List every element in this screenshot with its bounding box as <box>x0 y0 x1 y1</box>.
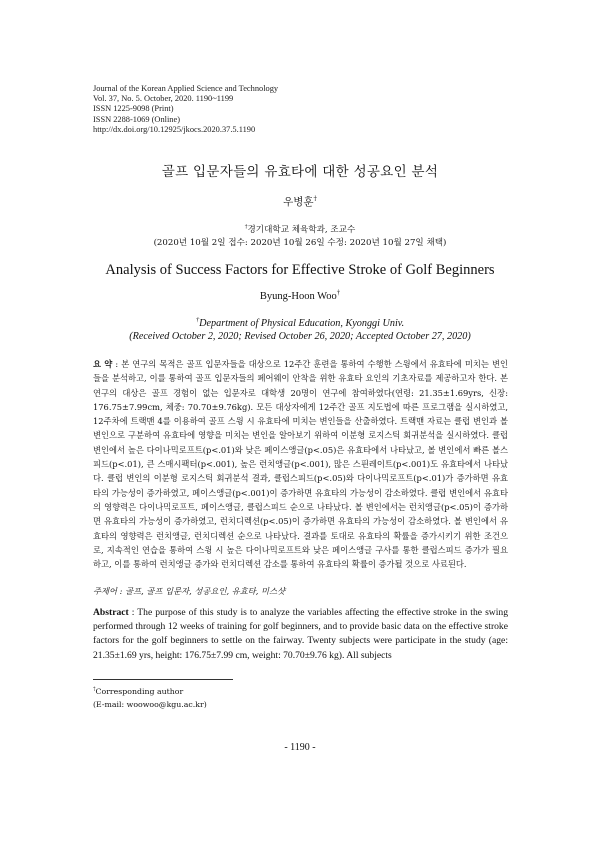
issn-print: ISSN 1225-9098 (Print) <box>93 104 174 114</box>
korean-author <box>0 194 600 209</box>
english-author-mark: † <box>336 289 341 297</box>
footnote-label: Corresponding author <box>95 687 184 696</box>
issn-online: ISSN 2288-1069 (Online) <box>93 114 181 124</box>
footnote <box>93 686 207 711</box>
footnote-email: (E-mail: woowoo@kgu.ac.kr) <box>93 699 207 709</box>
korean-affiliation-text: 경기대학교 체육학과, 조교수 <box>247 225 356 235</box>
korean-dates: (2020년 10월 2일 접수: 2020년 10월 26일 수정: 2020년 10월 27일 채택) <box>153 238 447 248</box>
english-dates: (Received October 2, 2020; Revised October 26, 2020; Accepted October 27, 2020) <box>129 331 471 342</box>
english-affiliation-text: Department of Physical Education, Kyonggi Univ. <box>199 318 405 329</box>
footnote-mark: † <box>93 686 96 693</box>
journal-header <box>93 84 278 135</box>
korean-author-name: 우병훈 <box>283 196 314 208</box>
footnote-divider <box>93 679 233 680</box>
english-abstract-text: : The purpose of this study is to analyze the variables affecting the effective stroke in the swing performed through 12 weeks of training for golf beginners, and to provide basic data on the effective stroke factors for the golf beginners to settle on the fairway. Twenty subjects were participate in the study (age: 21.35±1.69 yrs, height: 176.75±7.99 cm, weight: 70.70±9.76 kg). All subjects <box>93 607 508 661</box>
footnote-corresponding <box>93 686 207 699</box>
english-abstract <box>93 606 508 663</box>
english-author <box>0 291 600 302</box>
journal-name: Journal of the Korean Applied Science and Technology <box>93 84 279 93</box>
page-number: - 1190 - <box>284 742 316 753</box>
korean-abstract <box>93 357 508 571</box>
english-author-name: Byung-Hoon Woo <box>259 291 337 302</box>
korean-abstract-text: : 본 연구의 목적은 골프 입문자들을 대상으로 12주간 훈련을 통하여 수행한 스윙에서 유효타에 미치는 변인들을 분석하고, 이를 통하여 골프 입문자들의 페어웨이 안착을 위한 유효타 요인의 기초자료를 제공하고자 한다. 본 연구의 대상은 골프 경험이 없는 입문자로 대학생 20명이 연구에 참여하였다(연령: 21.35±1.69yrs, 신장: 176.75±7.99cm, 체중: 70.70±9.76kg). 모든 대상자에게 12주간 골프 지도법에 따른 프로그램을 실시하였고, 12주차에 트랙맨 4를 이용하여 골프 스윙 시 유효타에 미치는 변인들을 산출하였다. 트랙맨 자료는 클럽 변인과 볼 변인으로 구분하여 유효타에 영향을 미치는 변인을 알아보기 위하여 이분형 로지스틱 회귀분석을 실시하였다. 클럽 변인에서 높은 다이나믹로프트(p<.01)와 낮은 페이스앵글(p<.05)은 유효타에서 나타났고, 볼 변인에서 빠른 볼스피드(p<.01), 큰 스매시팩터(p<.001), 높은 런치앵글(p<.001), 많은 스핀레이트(p<.001)도 유효타에서 나타났다. 클럽 변인의 이분형 로지스틱 회귀분석 결과, 클럽스피드(p<.05)와 다이나믹로프트(p<.01)가 증가하면 유효타의 가능성이 증가하였고, 페이스앵글(p<.001)이 증가하면 유효타의 가능성이 감소하였다. 클럽 변인에서 유효타의 영향력은 다이나믹로프트, 페이스앵글, 클럽스피드 순으로 나타났다. 볼 변인에서는 런치앵글(p<.05)이 증가하면 유효타의 가능성이 증가하였고, 런치디렉션(p<.05)이 증가하면 유효타의 가능성이 감소하였다. 볼 변인에서 유효타의 영향력은 런치앵글, 런치디렉션 순으로 나타났다. 결과를 토대로 유효타의 확률을 증가시키기 위한 조건으로, 지속적인 연습을 통하여 스윙 시 높은 다이나믹로프트와 낮은 페이스앵글 구사를 통한 클럽스피드 증가가 필요하고, 이를 통하여 런치앵글 증가와 런치디렉션 감소를 통하여 유효타의 확률이 증가될 것으로 사료된다. <box>93 359 508 570</box>
english-abstract-lead: Abstract <box>93 607 129 618</box>
korean-keywords: 주제어 : 골프, 골프 입문자, 성공요인, 유효타, 미스샷 <box>93 586 286 596</box>
korean-affiliation <box>0 223 600 235</box>
journal-volume: Vol. 37, No. 5. October, 2020. 1190~1199 <box>93 94 234 104</box>
korean-author-mark: † <box>313 194 317 203</box>
korean-affiliation-mark: † <box>244 224 248 231</box>
korean-abstract-lead: 요 약 <box>93 359 113 369</box>
doi-link[interactable]: http://dx.doi.org/10.12925/jkocs.2020.37.5.1190 <box>93 124 256 134</box>
korean-title: 골프 입문자들의 유효타에 대한 성공요인 분석 <box>161 164 439 180</box>
english-title: Analysis of Success Factors for Effective Stroke of Golf Beginners <box>105 262 495 278</box>
english-affiliation-mark: † <box>195 316 200 324</box>
english-affiliation <box>0 318 600 329</box>
